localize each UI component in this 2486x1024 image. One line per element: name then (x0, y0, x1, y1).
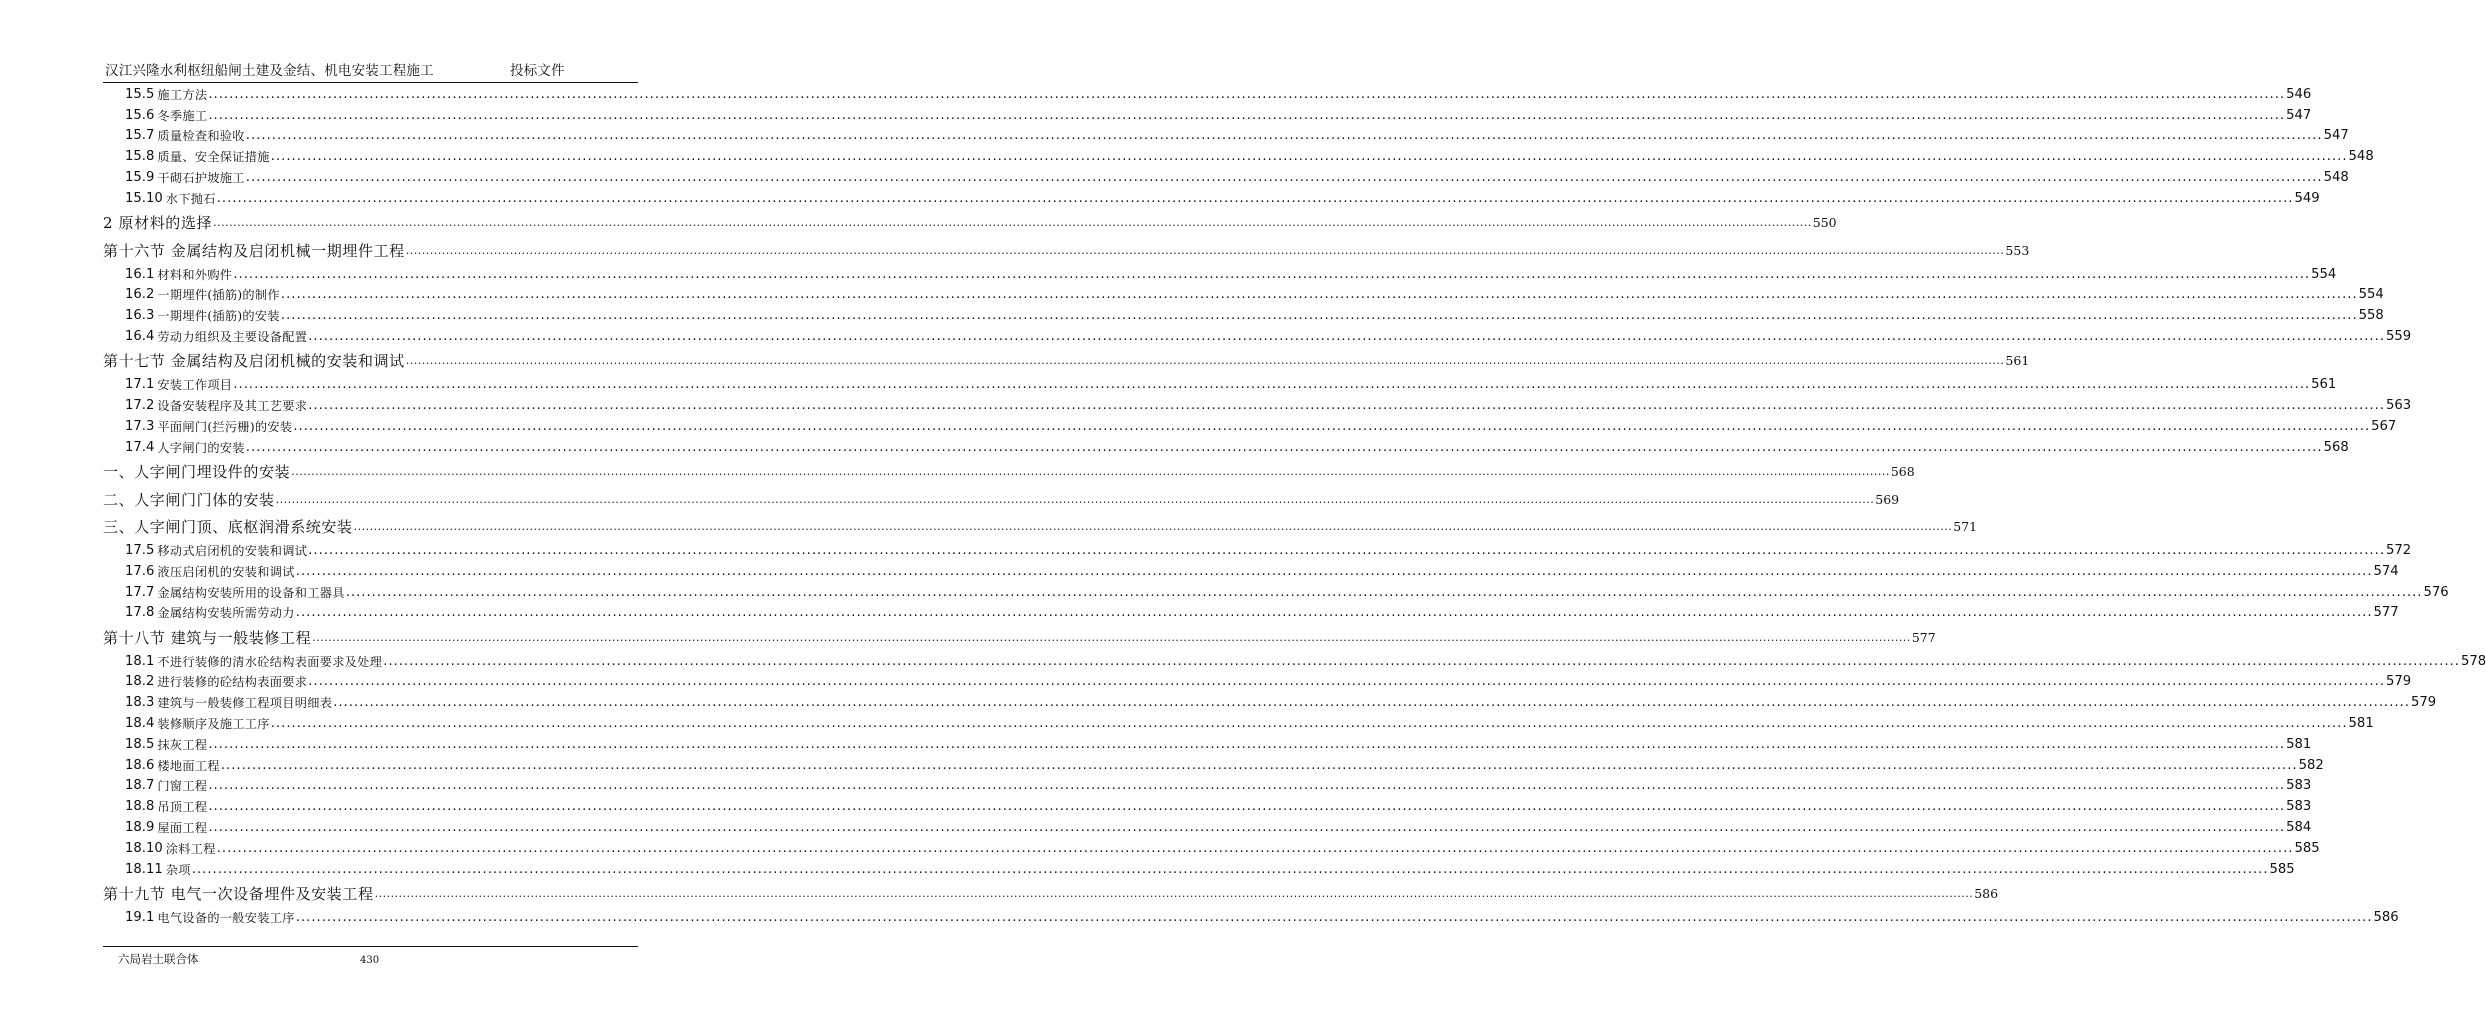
toc-dot-leader: ................................................................................................................................................................................................................................................................................................................................................................................................................ (191, 861, 2269, 877)
toc-entry-title: 屋面工程 (157, 821, 208, 836)
toc-entry-title: 移动式启闭机的安装和调试 (157, 543, 308, 558)
toc-entry[interactable] (103, 305, 2384, 326)
toc-dot-leader: ................................................................................................................................................................................................................................................................................................................................................................................................................ (295, 909, 2373, 925)
toc-dot-leader: ................................................................................................................................................................................................................................................................................................................................................................................................................ (216, 840, 2294, 856)
toc-entry[interactable] (103, 603, 2399, 624)
toc-entry-title: 水下抛石 (165, 191, 216, 206)
toc-entry-number: 18.8 (125, 799, 155, 815)
toc-dot-leader: ................................................................................................................................................................................................................................................................................................................................................................................................................ (280, 287, 2358, 303)
toc-entry[interactable] (103, 817, 2312, 838)
table-of-contents (103, 84, 2486, 928)
toc-entry-title: 涂料工程 (165, 841, 216, 856)
toc-entry[interactable] (103, 907, 2399, 928)
toc-dot-leader: ................................................................................................................................................................................................................................................................................................................................................................................................................ (405, 243, 2005, 257)
toc-dot-leader: ................................................................................................................................................................................................................................................................................................................................................................................................................ (208, 107, 2286, 123)
toc-dot-leader: ................................................................................................................................................................................................................................................................................................................................................................................................................ (405, 354, 2005, 368)
toc-dot-leader: ................................................................................................................................................................................................................................................................................................................................................................................................................ (208, 86, 2286, 102)
toc-entry-page: 584 (2286, 820, 2312, 836)
toc-entry-page: 561 (2005, 353, 2030, 369)
toc-entry-title: 吊顶工程 (157, 800, 208, 815)
toc-entry[interactable] (103, 540, 2412, 561)
toc-entry-number: 16.3 (125, 308, 155, 324)
toc-entry-title: 杂项 (165, 862, 191, 877)
toc-entry-page: 549 (2294, 190, 2320, 206)
toc-entry-title: 建筑与一般装修工程项目明细表 (157, 696, 333, 711)
toc-entry-page: 568 (1890, 464, 1915, 480)
toc-entry-title: 人字闸门的安装 (157, 440, 245, 455)
toc-dot-leader: ................................................................................................................................................................................................................................................................................................................................................................................................................ (333, 695, 2410, 711)
toc-dot-leader: ................................................................................................................................................................................................................................................................................................................................................................................................................ (308, 542, 2386, 558)
toc-entry[interactable] (103, 651, 2486, 672)
toc-dot-leader: ................................................................................................................................................................................................................................................................................................................................................................................................................ (245, 439, 2323, 455)
toc-entry-page: 586 (2373, 909, 2399, 925)
toc-entry[interactable] (103, 623, 1936, 651)
toc-entry[interactable] (103, 105, 2312, 126)
toc-entry-page: 548 (2348, 149, 2374, 165)
toc-entry-page: 558 (2358, 308, 2384, 324)
toc-entry-title: 不进行装修的清水砼结构表面要求及处理 (157, 654, 383, 669)
toc-entry-page: 576 (2423, 584, 2449, 600)
toc-entry-title: 冬季施工 (157, 108, 208, 123)
toc-entry-page: 568 (2323, 439, 2349, 455)
toc-entry-number: 17.3 (125, 418, 155, 434)
toc-entry-page: 563 (2386, 398, 2412, 414)
toc-entry-number: 18.1 (125, 653, 155, 669)
toc-dot-leader: ................................................................................................................................................................................................................................................................................................................................................................................................................ (220, 757, 2298, 773)
toc-entry[interactable] (103, 485, 1900, 513)
footer-divider (103, 946, 638, 947)
toc-entry-number: 17.2 (125, 398, 155, 414)
toc-entry-number: 15.9 (125, 169, 155, 185)
toc-entry-number: 15.10 (125, 190, 163, 206)
toc-entry-page: 554 (2311, 266, 2337, 282)
toc-entry-page: 567 (2371, 418, 2397, 434)
footer-company: 六局岩土联合体 (118, 952, 199, 966)
toc-entry-number: 18.3 (125, 695, 155, 711)
toc-dot-leader: ................................................................................................................................................................................................................................................................................................................................................................................................................ (312, 630, 1911, 644)
toc-entry-page: 581 (2286, 736, 2312, 752)
toc-entry[interactable] (103, 285, 2384, 306)
toc-entry-page: 569 (1875, 491, 1900, 507)
toc-entry-page: 583 (2286, 799, 2312, 815)
toc-entry[interactable] (103, 416, 2397, 437)
toc-dot-leader: ................................................................................................................................................................................................................................................................................................................................................................................................................ (245, 169, 2323, 185)
toc-entry[interactable] (103, 84, 2312, 105)
toc-entry-title: 材料和外购件 (157, 267, 233, 282)
toc-entry-title: 三、人字闸门顶、底枢润滑系统安装 (103, 518, 353, 537)
toc-entry[interactable] (103, 326, 2412, 347)
toc-entry-title: 一期埋件(插筋)的制作 (157, 288, 280, 303)
toc-entry-page: 578 (2460, 653, 2486, 669)
toc-entry[interactable] (103, 374, 2337, 395)
toc-entry-title: 安装工作项目 (157, 378, 233, 393)
toc-entry[interactable] (103, 755, 2324, 776)
toc-entry-title: 金属结构安装所需劳动力 (157, 606, 295, 621)
toc-entry-page: 572 (2386, 542, 2412, 558)
toc-entry-page: 553 (2005, 242, 2030, 258)
toc-entry-title: 抹灰工程 (157, 737, 208, 752)
toc-entry-number: 19.1 (125, 909, 155, 925)
toc-entry-number: 18.6 (125, 757, 155, 773)
toc-entry[interactable] (103, 838, 2320, 859)
toc-dot-leader: ................................................................................................................................................................................................................................................................................................................................................................................................................ (270, 149, 2348, 165)
toc-entry-title: 门窗工程 (157, 779, 208, 794)
toc-entry-page: 586 (1974, 886, 1999, 902)
toc-dot-leader: ................................................................................................................................................................................................................................................................................................................................................................................................................ (308, 398, 2386, 414)
toc-dot-leader: ................................................................................................................................................................................................................................................................................................................................................................................................................ (245, 128, 2323, 144)
toc-entry-number: 18.7 (125, 778, 155, 794)
toc-dot-leader: ................................................................................................................................................................................................................................................................................................................................................................................................................ (345, 584, 2423, 600)
toc-entry-title: 金属结构安装所用的设备和工器具 (157, 585, 345, 600)
toc-entry[interactable] (103, 713, 2374, 734)
page-header (103, 60, 638, 83)
toc-entry-page: 554 (2358, 287, 2384, 303)
toc-entry-number: 15.5 (125, 86, 155, 102)
toc-entry-title: 电气设备的一般安装工序 (157, 910, 295, 925)
toc-entry-title: 第十八节 建筑与一般装修工程 (103, 628, 312, 647)
toc-entry[interactable] (103, 880, 1999, 908)
toc-entry-page: 547 (2286, 107, 2312, 123)
toc-dot-leader: ................................................................................................................................................................................................................................................................................................................................................................................................................ (208, 778, 2286, 794)
toc-entry-page: 577 (1911, 629, 1936, 645)
toc-entry[interactable] (103, 513, 1978, 541)
toc-entry-page: 581 (2348, 716, 2374, 732)
toc-entry-page: 550 (1812, 215, 1837, 231)
toc-entry[interactable] (103, 582, 2449, 603)
toc-entry-number: 17.7 (125, 584, 155, 600)
toc-dot-leader: ................................................................................................................................................................................................................................................................................................................................................................................................................ (208, 799, 2286, 815)
toc-entry[interactable] (103, 692, 2437, 713)
toc-dot-leader: ................................................................................................................................................................................................................................................................................................................................................................................................................ (291, 465, 1890, 479)
toc-entry[interactable] (103, 209, 1837, 237)
toc-dot-leader: ................................................................................................................................................................................................................................................................................................................................................................................................................ (308, 674, 2386, 690)
toc-dot-leader: ................................................................................................................................................................................................................................................................................................................................................................................................................ (308, 328, 2386, 344)
toc-entry-page: 585 (2294, 840, 2320, 856)
toc-entry-title: 进行装修的砼结构表面要求 (157, 675, 308, 690)
toc-entry-page: 582 (2298, 757, 2324, 773)
toc-entry[interactable] (103, 859, 2295, 880)
toc-entry-title: 楼地面工程 (157, 758, 220, 773)
toc-entry[interactable] (103, 437, 2349, 458)
toc-entry[interactable] (103, 395, 2412, 416)
toc-dot-leader: ................................................................................................................................................................................................................................................................................................................................................................................................................ (233, 266, 2311, 282)
toc-dot-leader: ................................................................................................................................................................................................................................................................................................................................................................................................................ (208, 736, 2286, 752)
toc-entry-page: 585 (2269, 861, 2295, 877)
toc-entry-title: 质量检查和验收 (157, 129, 245, 144)
toc-entry-number: 17.4 (125, 439, 155, 455)
toc-entry-title: 干砌石护坡施工 (157, 170, 245, 185)
toc-entry-title: 第十九节 电气一次设备埋件及安装工程 (103, 885, 374, 904)
toc-entry[interactable] (103, 776, 2312, 797)
toc-entry-page: 548 (2323, 169, 2349, 185)
toc-dot-leader: ................................................................................................................................................................................................................................................................................................................................................................................................................ (233, 377, 2311, 393)
toc-entry[interactable] (103, 734, 2312, 755)
toc-dot-leader: ................................................................................................................................................................................................................................................................................................................................................................................................................ (275, 492, 1875, 506)
toc-entry[interactable] (103, 796, 2312, 817)
toc-entry-number: 17.1 (125, 377, 155, 393)
toc-entry-page: 561 (2311, 377, 2337, 393)
toc-dot-leader: ................................................................................................................................................................................................................................................................................................................................................................................................................ (374, 887, 1974, 901)
toc-entry-title: 质量、安全保证措施 (157, 150, 270, 165)
toc-dot-leader: ................................................................................................................................................................................................................................................................................................................................................................................................................ (293, 418, 2371, 434)
toc-entry-number: 18.4 (125, 716, 155, 732)
toc-entry-title: 2 原材料的选择 (103, 214, 213, 233)
toc-entry-title: 一、人字闸门埋设件的安装 (103, 463, 291, 482)
toc-dot-leader: ................................................................................................................................................................................................................................................................................................................................................................................................................ (353, 520, 1953, 534)
toc-entry-number: 16.1 (125, 266, 155, 282)
toc-entry-page: 547 (2323, 128, 2349, 144)
toc-entry[interactable] (103, 188, 2320, 209)
toc-dot-leader: ................................................................................................................................................................................................................................................................................................................................................................................................................ (216, 190, 2294, 206)
toc-entry[interactable] (103, 264, 2337, 285)
toc-entry-page: 579 (2386, 674, 2412, 690)
toc-entry-page: 577 (2373, 605, 2399, 621)
toc-dot-leader: ................................................................................................................................................................................................................................................................................................................................................................................................................ (280, 308, 2358, 324)
toc-entry-number: 18.11 (125, 861, 163, 877)
toc-entry-number: 18.2 (125, 674, 155, 690)
toc-dot-leader: ................................................................................................................................................................................................................................................................................................................................................................................................................ (295, 563, 2373, 579)
toc-entry-number: 18.9 (125, 820, 155, 836)
toc-entry[interactable] (103, 126, 2349, 147)
toc-dot-leader: ................................................................................................................................................................................................................................................................................................................................................................................................................ (208, 820, 2286, 836)
toc-dot-leader: ................................................................................................................................................................................................................................................................................................................................................................................................................ (270, 716, 2348, 732)
toc-entry[interactable] (103, 167, 2349, 188)
toc-entry-title: 第十六节 金属结构及启闭机械一期埋件工程 (103, 241, 405, 260)
toc-entry-title: 装修顺序及施工工序 (157, 717, 270, 732)
toc-entry[interactable] (103, 672, 2412, 693)
toc-entry[interactable] (103, 347, 2030, 375)
toc-entry-number: 16.4 (125, 328, 155, 344)
toc-entry-page: 559 (2386, 328, 2412, 344)
toc-entry-title: 平面闸门(拦污栅)的安装 (157, 419, 293, 434)
toc-entry[interactable] (103, 146, 2374, 167)
toc-entry-title: 劳动力组织及主要设备配置 (157, 329, 308, 344)
toc-entry-number: 15.7 (125, 128, 155, 144)
toc-entry-page: 574 (2373, 563, 2399, 579)
toc-entry-page: 546 (2286, 86, 2312, 102)
toc-entry[interactable] (103, 458, 1915, 486)
toc-entry-page: 579 (2410, 695, 2437, 711)
toc-entry-number: 17.5 (125, 542, 155, 558)
toc-entry-title: 二、人字闸门门体的安装 (103, 490, 275, 509)
toc-entry-number: 17.6 (125, 563, 155, 579)
toc-entry-number: 18.10 (125, 840, 163, 856)
toc-dot-leader: ................................................................................................................................................................................................................................................................................................................................................................................................................ (295, 605, 2373, 621)
toc-entry-number: 17.8 (125, 605, 155, 621)
toc-entry[interactable] (103, 236, 2030, 264)
toc-entry-title: 一期埋件(插筋)的安装 (157, 309, 280, 324)
toc-dot-leader: ................................................................................................................................................................................................................................................................................................................................................................................................................ (383, 653, 2460, 669)
toc-entry-number: 18.5 (125, 736, 155, 752)
toc-dot-leader: ................................................................................................................................................................................................................................................................................................................................................................................................................ (213, 216, 1812, 230)
toc-entry-number: 15.8 (125, 149, 155, 165)
footer-page-number: 430 (360, 955, 380, 966)
toc-entry-title: 液压启闭机的安装和调试 (157, 564, 295, 579)
toc-entry-title: 设备安装程序及其工艺要求 (157, 399, 308, 414)
toc-entry-page: 571 (1953, 519, 1978, 535)
toc-entry-page: 583 (2286, 778, 2312, 794)
toc-entry[interactable] (103, 561, 2399, 582)
header-title: 汉江兴隆水利枢纽船闸土建及金结、机电安装工程施工 (105, 63, 434, 79)
toc-entry-title: 第十七节 金属结构及启闭机械的安装和调试 (103, 352, 405, 371)
header-doc-type: 投标文件 (510, 63, 565, 79)
toc-entry-number: 15.6 (125, 107, 155, 123)
toc-entry-number: 16.2 (125, 287, 155, 303)
toc-entry-title: 施工方法 (157, 87, 208, 102)
